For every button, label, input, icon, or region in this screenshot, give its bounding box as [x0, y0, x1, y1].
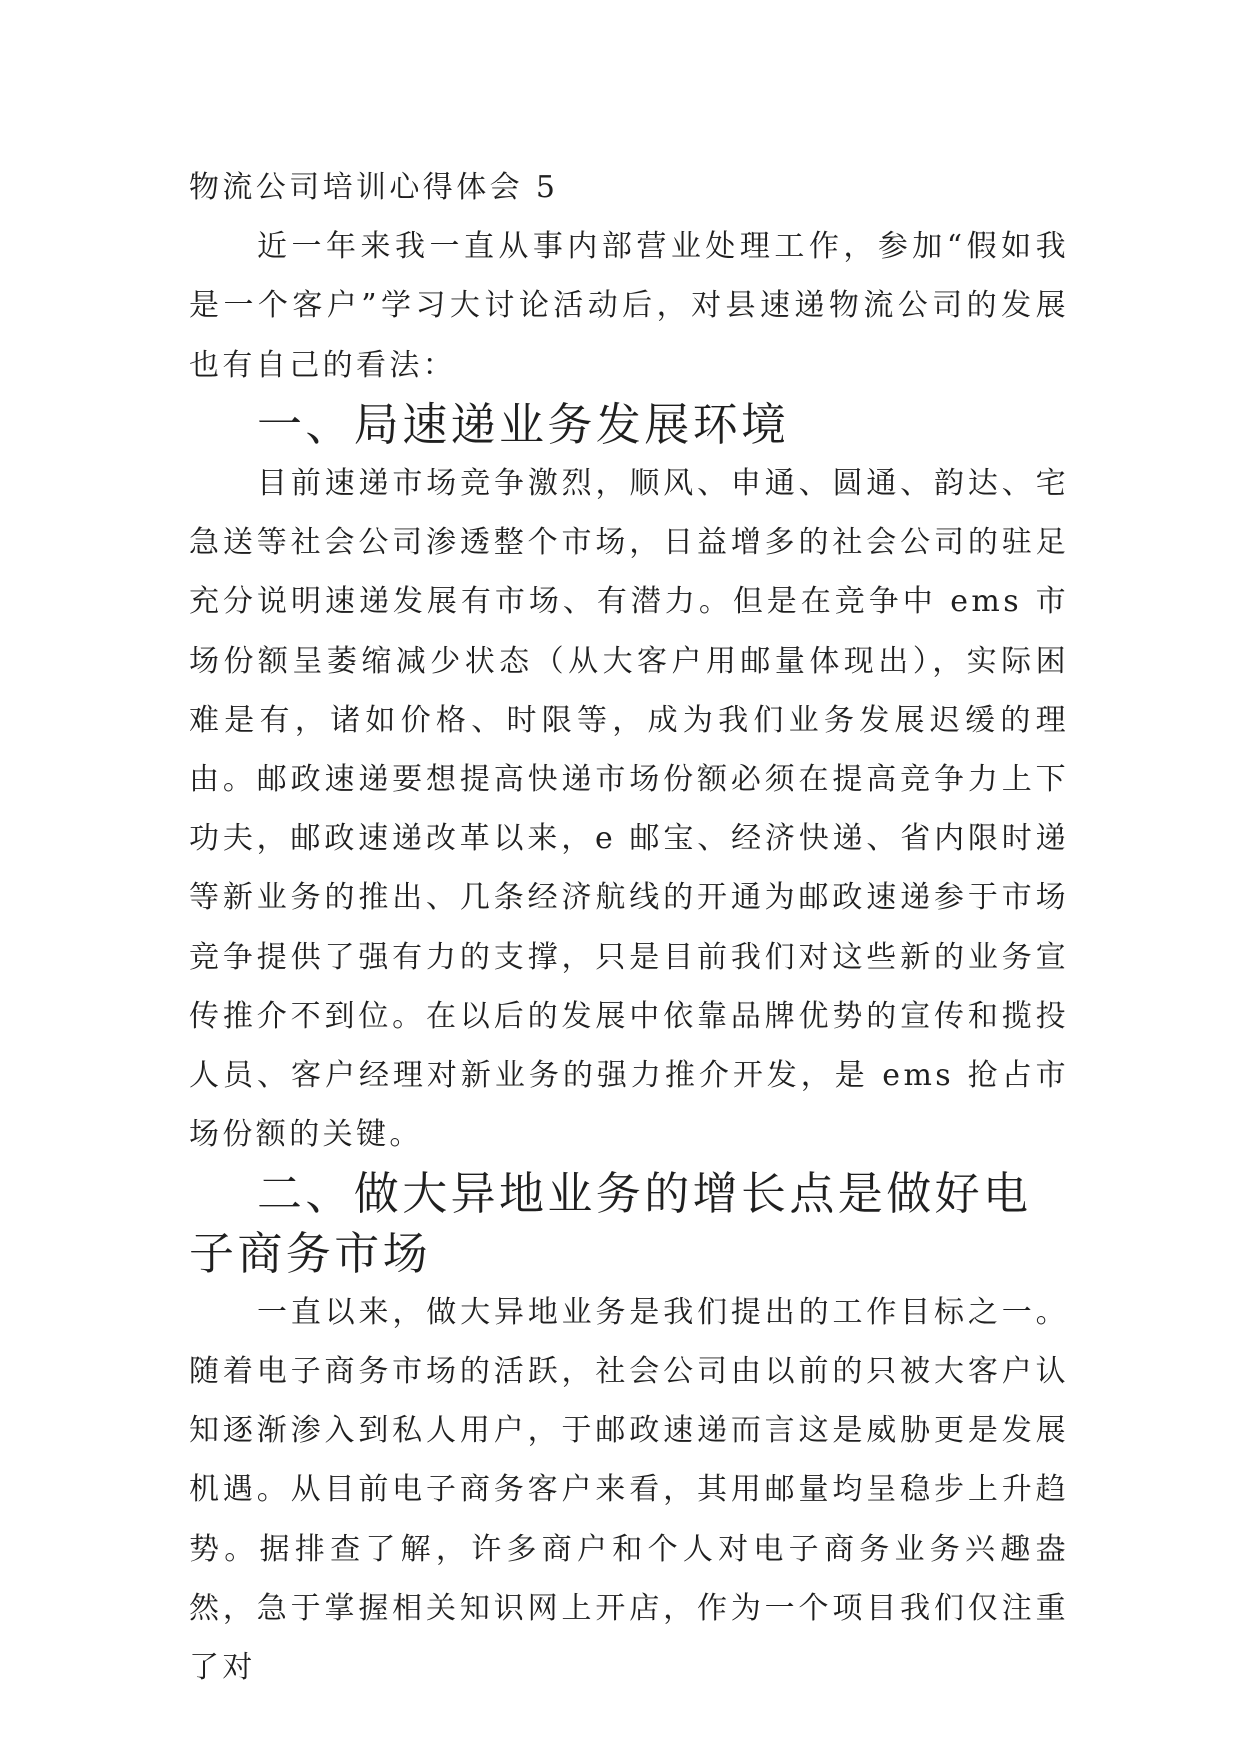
- paragraph-intro: 近一年来我一直从事内部营业处理工作，参加“假如我是一个客户”学习大讨论活动后，对县速递物流公司的发展也有自己的看法：: [189, 229, 1069, 383]
- section-heading-2: 二、做大异地业务的增长点是做好电子商务市场: [189, 1167, 1032, 1280]
- section-heading-1: 一、局速递业务发展环境: [257, 397, 790, 451]
- paragraph-section-2: 一直以来，做大异地业务是我们提出的工作目标之一。随着电子商务市场的活跃，社会公司由以前的只被大客户认知逐渐渗入到私人用户，于邮政速递而言这是威胁更是发展机遇。从目前电子商务客户来看，其用邮量均呈稳步上升趋势。据排查了解，许多商户和个人对电子商务业务兴趣盎然，急于掌握相关知识网上开店，作为一个项目我们仅注重了对: [189, 1294, 1069, 1686]
- document-body: [189, 158, 1069, 1697]
- paragraph-section-1: 目前速递市场竞争激烈，顺风、申通、圆通、韵达、宅急送等社会公司渗透整个市场，日益增多的社会公司的驻足充分说明速递发展有市场、有潜力。但是在竞争中 ems 市场份额呈萎缩减少状态（从大客户用邮量体现出），实际困难是有，诸如价格、时限等，成为我们业务发展迟缓的理由。邮政速递要想提高快递市场份额必须在提高竞争力上下功夫，邮政速递改革以来，e 邮宝、经济快递、省内限时递等新业务的推出、几条经济航线的开通为邮政速递参于市场竞争提供了强有力的支撑，只是目前我们对这些新的业务宣传推介不到位。在以后的发展中依靠品牌优势的宣传和揽投人员、客户经理对新业务的强力推介开发，是 ems 抢占市场份额的关键。: [189, 466, 1069, 1153]
- document-title: 物流公司培训心得体会 5: [189, 170, 559, 205]
